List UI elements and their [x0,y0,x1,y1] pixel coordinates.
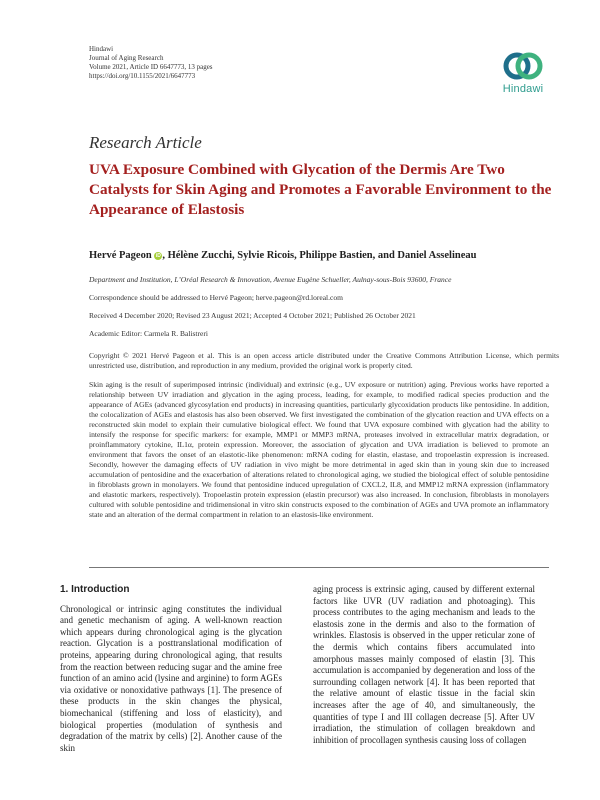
orcid-icon[interactable]: iD [155,253,161,259]
article-type: Research Article [89,133,202,152]
intro-paragraph: Chronological or intrinsic aging constitutes the individual and genetic mechanism of aging. A well-known reaction which appears during chronological aging is the glycation reaction. Glycation is a posttranslational modification of proteins, appearing during chronological aging, that results from the reaction between reducing sugar and the amine free function of an amino acid (lysine and arginine) to form AGEs via oxidative or nonoxidative pathways [1]. The presence of these products in the skin changes the physical, biomechanical (stiffening and loss of elasticity), and biological properties (modulation of synthesis and degradation of the matrix by cells) [2]. Another cause of the skin [60,603,282,753]
affiliation: Department and Institution, L’Oréal Research & Innovation, Avenue Eugène Schueller, Aulnay-sous-Bois 93600, France [89,275,452,284]
academic-editor: Academic Editor: Carmela R. Balistreri [89,329,208,338]
first-author[interactable]: Hervé Pageon [89,250,152,261]
other-authors: , Hélène Zucchi, Sylvie Ricois, Philippe Bastien, and Daniel Asselineau [162,250,477,261]
volume-line: Volume 2021, Article ID 6647773, 13 pages [89,63,213,71]
section-divider [89,567,549,568]
copyright-notice: Copyright © 2021 Hervé Pageon et al. This is an open access article distributed under the Creative Commons Attribution License, which permits unrestricted use, distribution, and reproduction in any medium, provided the original work is properly cited. [89,351,559,370]
intro-paragraph-continued: aging process is extrinsic aging, caused by different external factors like UVR (UV radiation and photoaging). This process contributes to the aging mechanism and leads to the elastosis zone in the dermis and also to the formation of wrinkles. Elastosis is observed in the upper reticular zone of the dermis which contains fibers accumulated into amorphous masses mainly composed of elastin [3]. This accumulation is accompanied by degeneration and loss of the surrounding collagen network [4]. It has been reported that the relative amount of elastic tissue in the facial skin increases after the age of 40, and simultaneously, the quantities of type I and III collagen decrease [5]. After UV irradiation, the stimulation of collagen breakdown and inhibition of procollagen synthesis causing loss of collagen [313,584,535,745]
author-list [89,250,559,261]
publication-dates: Received 4 December 2020; Revised 23 August 2021; Accepted 4 October 2021; Published 26 October 2021 [89,311,416,320]
journal-header [89,45,213,81]
correspondence: Correspondence should be addressed to Hervé Pageon; herve.pageon@rd.loreal.com [89,293,343,302]
doi-link[interactable]: https://doi.org/10.1155/2021/6647773 [89,72,196,80]
publisher-name: Hindawi [89,45,114,53]
body-column-right [313,584,535,746]
hindawi-rings-icon [502,50,544,82]
article-title: UVA Exposure Combined with Glycation of the Dermis Are Two Catalysts for Skin Aging and Promotes a Favorable Environment to the Appearance of Elastosis [89,161,552,218]
abstract: Skin aging is the result of superimposed intrinsic (individual) and extrinsic (e.g., UV exposure or nutrition) aging. Previous works have reported a relationship between UV irradiation and glycation in the aging process, leading, for example, to modified radical species production and the appearance of AGEs (advanced glycosylation end products) in increasing quantities, particularly glycoxidation products like pentosidine. In addition, the colocalization of AGEs and elastosis has also been observed. We first investigated the combination of the glycation reaction and UVA effects on a reconstructed skin model to explain their cumulative biological effect. We found that UVA exposure combined with glycation had the ability to intensify the response for specific markers: for example, MMP1 or MMP3 mRNA, proteases involved in extracellular matrix degradation, or proinflammatory cytokine, IL1α, protein expression. Moreover, the association of glycation and UVA irradiation is believed to promote an environment that favors the onset of an elastotic-like phenomenon: mRNA coding for elastin, elastase, and tropoelastin expression is increased. Secondly, however the damaging effects of UV radiation in vivo might be more detrimental in aged skin than in young skin due to increased accumulation of pentosidine and the exacerbation of alterations related to chronological aging, we studied the biological effect of soluble pentosidine in fibroblasts grown in monolayers. We found that pentosidine induced upregulation of CXCL2, IL8, and MMP12 mRNA expression (inflammatory and elastotic markers, respectively). Tropoelastin protein expression (elastin precursor) was also increased. In conclusion, fibroblasts in monolayers cultured with soluble pentosidine and tridimensional in vitro skin constructs exposed to the combination of AGEs and UVA promote an inflammatory state and an alteration of the dermal compartment in relation to an elastosis-like environment. [89,380,549,519]
journal-name: Journal of Aging Research [89,54,164,62]
body-column-left [60,584,282,754]
section-heading: 1. Introduction [60,584,130,595]
hindawi-logo [496,50,550,95]
logo-wordmark: Hindawi [502,83,544,95]
